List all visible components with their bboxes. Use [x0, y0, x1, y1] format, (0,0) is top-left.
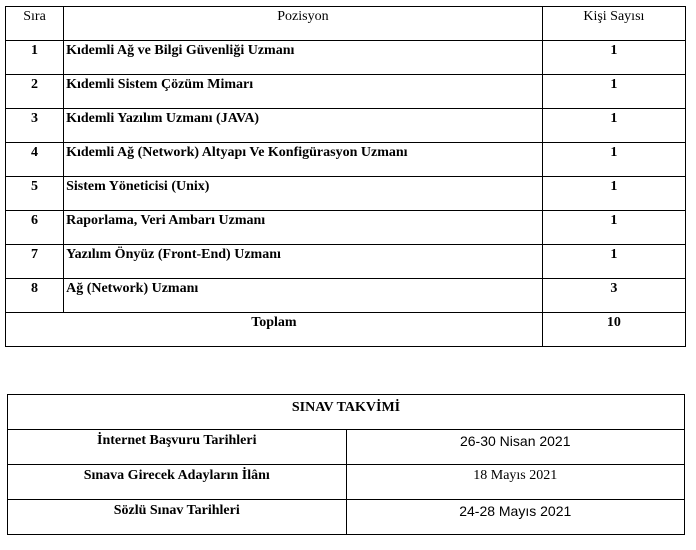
row-count: 1	[542, 177, 685, 211]
total-count: 10	[542, 313, 685, 347]
row-position: Yazılım Önyüz (Front-End) Uzmanı	[64, 245, 543, 279]
schedule-title: SINAV TAKVİMİ	[8, 395, 685, 430]
table-row	[6, 211, 686, 245]
row-no: 3	[6, 109, 64, 143]
header-no: Sıra	[6, 7, 64, 41]
schedule-row	[8, 430, 685, 465]
positions-table	[5, 6, 686, 347]
row-no: 5	[6, 177, 64, 211]
table-row	[6, 109, 686, 143]
schedule-value: 26-30 Nisan 2021	[346, 430, 685, 465]
row-count: 1	[542, 143, 685, 177]
schedule-value: 18 Mayıs 2021	[346, 465, 685, 500]
row-position: Ağ (Network) Uzmanı	[64, 279, 543, 313]
row-count: 3	[542, 279, 685, 313]
row-no: 7	[6, 245, 64, 279]
table-row	[6, 279, 686, 313]
row-position: Raporlama, Veri Ambarı Uzmanı	[64, 211, 543, 245]
total-row	[6, 313, 686, 347]
row-position: Kıdemli Ağ ve Bilgi Güvenliği Uzmanı	[64, 41, 543, 75]
schedule-label: Sözlü Sınav Tarihleri	[8, 500, 347, 535]
schedule-label: Sınava Girecek Adayların İlânı	[8, 465, 347, 500]
positions-header-row	[6, 7, 686, 41]
exam-schedule-table	[7, 394, 685, 535]
total-label: Toplam	[6, 313, 543, 347]
row-count: 1	[542, 211, 685, 245]
schedule-value: 24-28 Mayıs 2021	[346, 500, 685, 535]
table-row	[6, 143, 686, 177]
schedule-row	[8, 465, 685, 500]
row-count: 1	[542, 75, 685, 109]
row-count: 1	[542, 245, 685, 279]
row-count: 1	[542, 109, 685, 143]
row-position: Kıdemli Sistem Çözüm Mimarı	[64, 75, 543, 109]
table-row	[6, 75, 686, 109]
table-row	[6, 245, 686, 279]
row-no: 6	[6, 211, 64, 245]
row-position: Kıdemli Yazılım Uzmanı (JAVA)	[64, 109, 543, 143]
row-no: 2	[6, 75, 64, 109]
schedule-title-row	[8, 395, 685, 430]
header-position: Pozisyon	[64, 7, 543, 41]
row-no: 8	[6, 279, 64, 313]
table-row	[6, 177, 686, 211]
schedule-label: İnternet Başvuru Tarihleri	[8, 430, 347, 465]
row-count: 1	[542, 41, 685, 75]
row-no: 4	[6, 143, 64, 177]
row-no: 1	[6, 41, 64, 75]
row-position: Kıdemli Ağ (Network) Altyapı Ve Konfigürasyon Uzmanı	[64, 143, 543, 177]
header-count: Kişi Sayısı	[542, 7, 685, 41]
schedule-row	[8, 500, 685, 535]
table-row	[6, 41, 686, 75]
row-position: Sistem Yöneticisi (Unix)	[64, 177, 543, 211]
